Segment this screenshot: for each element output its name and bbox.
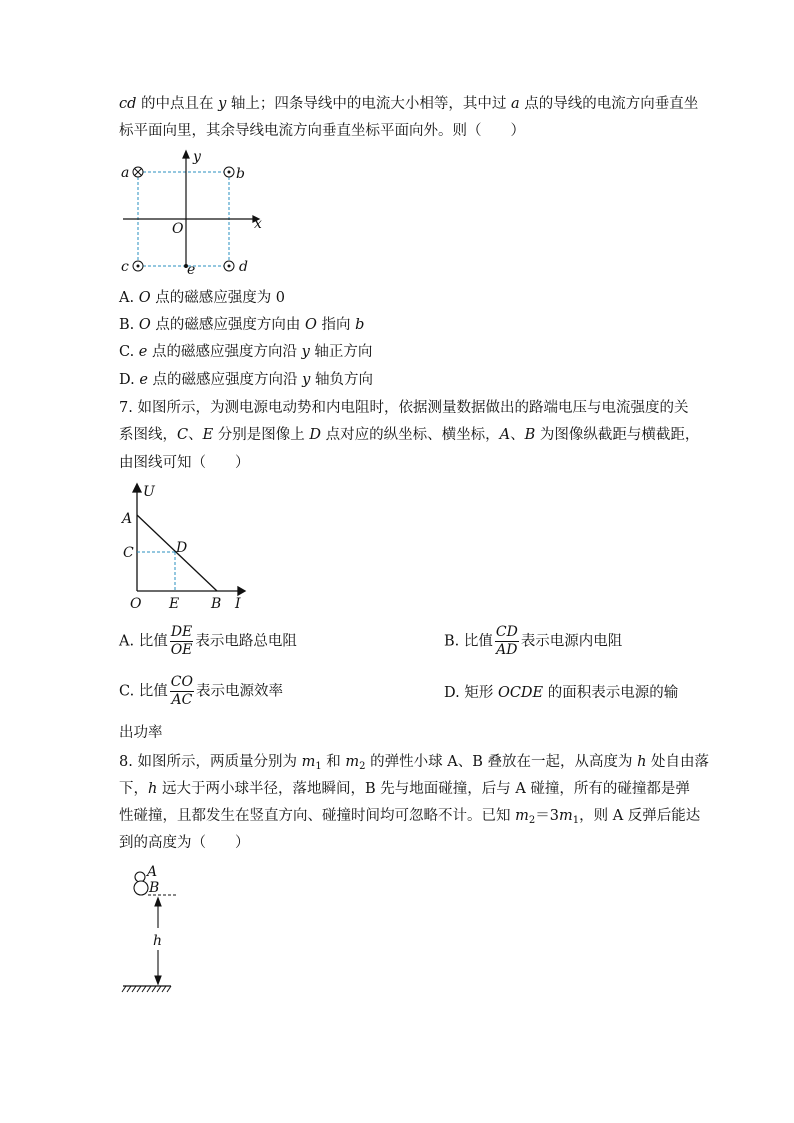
var-O: O [304,317,317,333]
label-d: d [239,259,248,275]
q6-option-b [119,315,364,335]
var-e: e [139,372,148,388]
subscript: 2 [528,815,536,826]
ball-a-icon [135,872,145,882]
q8-text-line1 [119,752,709,777]
option-text: 点的磁感应强度方向沿 [147,372,303,388]
q7-text-line1: 7. 如图所示，为测电源电动势和内电阻时，依据测量数据做出的路端电压与电流强度的关 [119,400,689,416]
wire-d-out-icon [224,261,234,271]
text-seg: 点对应的纵坐标、横坐标， [321,427,500,443]
var-cd: cd [119,96,137,112]
var-E: E [202,427,214,443]
option-text: 表示电路总电阻 [195,633,297,650]
label-U: U [143,484,155,500]
wire-b-out-icon [224,167,234,177]
label-x: x [254,216,262,232]
option-prefix: D. 矩形 [444,685,498,701]
text-seg: ，则 A 反弹后能达 [579,808,701,824]
var-e: e [138,344,148,360]
var-y: y [301,344,310,360]
var-a: a [511,96,520,112]
text-seg: 轴上；四条导线中的电流大小相等，其中过 [226,96,512,112]
text-seg: 8. 如图所示，两质量分别为 [119,754,302,770]
denominator: OE [170,642,193,658]
q8-text-line4: 到的高度为（ ） [119,835,250,851]
option-text: 表示电源效率 [196,683,283,700]
label-I: I [235,596,241,612]
var-OCDE: OCDE [497,685,544,701]
var-B: B [524,427,536,443]
q7-option-d-cont: 出功率 [119,725,163,741]
var-A: A [499,427,511,443]
subscript: 1 [572,815,580,826]
fraction [170,674,194,709]
label-a: a [121,165,130,181]
text-seg: 点的导线的电流方向垂直坐 [519,96,699,112]
var-h: h [148,781,158,797]
var-D: D [309,427,322,443]
label-O: O [130,596,142,612]
label-D: D [176,540,188,556]
label-h: h [153,933,163,949]
label-e: e [187,262,196,278]
label-A: A [147,864,158,880]
denominator: AD [496,642,518,658]
option-text: 轴负方向 [310,372,373,388]
q7-axes [133,484,245,595]
fraction [495,624,519,659]
q7-text-line3: 由图线可知（ ） [119,455,250,471]
var-b: b [355,317,365,333]
var-m: m [515,808,529,824]
q7-option-a [119,624,297,659]
wire-a-into-icon [133,167,143,177]
q7-option-c [119,674,283,709]
option-prefix: B. [119,317,139,333]
ball-b-icon [134,881,148,895]
text-seg: 处自由落 [646,754,710,770]
q7-dashed-guides [137,552,175,591]
numerator: CD [495,624,518,640]
q6-text-line1 [119,94,698,114]
q8-text-line2 [119,779,690,799]
option-prefix: A. [119,290,139,306]
denominator: AC [171,692,193,708]
q6-option-a [119,288,285,308]
option-text: 点的磁感应强度为 0 [150,290,286,306]
text-seg: 、 [510,427,525,443]
subscript: 1 [315,761,322,772]
text-seg: ＝3 [535,808,559,824]
ground-hatch [122,986,171,992]
label-E: E [169,596,180,612]
q7-text-line2 [119,425,699,445]
option-text: 点的磁感应强度方向由 [150,317,305,333]
var-h: h [637,754,647,770]
option-prefix: D. [119,372,140,388]
label-c: c [121,259,129,275]
numerator: CO [170,674,193,690]
option-text: 指向 [316,317,356,333]
var-C: C [177,427,189,443]
option-text: 的面积表示电源的输 [543,685,679,701]
label-B: B [211,596,222,612]
text-seg: 系图线， [119,427,177,443]
text-seg: 为图像纵截距与横截距， [535,427,700,443]
q6-option-c [119,342,372,362]
text-seg: 、 [188,427,203,443]
var-O: O [138,317,151,333]
option-text: 表示电源内电阻 [520,633,623,650]
subscript: 2 [359,761,366,772]
q7-option-d [444,683,678,703]
text-seg: 的中点且在 [136,96,219,112]
var-m: m [345,754,360,770]
option-prefix: C. 比值 [119,683,168,700]
q8-text-line3 [119,806,700,831]
label-B: B [149,880,160,896]
label-O: O [172,221,184,237]
var-O: O [138,290,151,306]
q8-figure [118,862,188,997]
fraction [170,624,194,659]
label-C: C [123,545,134,561]
option-text: 轴正方向 [309,344,373,360]
text-seg: 和 [321,754,346,770]
label-A: A [122,511,133,527]
label-b: b [236,166,245,182]
q7-option-b [444,624,622,659]
var-y: y [302,372,311,388]
text-seg: 性碰撞，且都发生在竖直方向、碰撞时间均可忽略不计。已知 [119,808,516,824]
text-seg: 分别是图像上 [213,427,310,443]
q6-figure [115,148,275,278]
var-y: y [218,96,227,112]
option-prefix: C. [119,344,139,360]
label-y: y [193,149,201,165]
option-text: 点的磁感应强度方向沿 [147,344,302,360]
text-seg: 下， [119,781,148,797]
wire-c-out-icon [133,261,143,271]
option-prefix: A. 比值 [119,633,168,650]
numerator: DE [170,624,193,640]
q6-option-d [119,370,373,390]
var-m: m [301,754,316,770]
text-seg: 的弹性小球 A、B 叠放在一起，从高度为 [365,754,638,770]
q6-text-line2: 标平面向里，其余导线电流方向垂直坐标平面向外。则（ ） [119,123,525,139]
option-prefix: B. 比值 [444,633,493,650]
var-m: m [558,808,573,824]
text-seg: 远大于两小球半径，落地瞬间，B 先与地面碰撞，后与 A 碰撞，所有的碰撞都是弹 [157,781,690,797]
q7-figure [118,480,258,615]
